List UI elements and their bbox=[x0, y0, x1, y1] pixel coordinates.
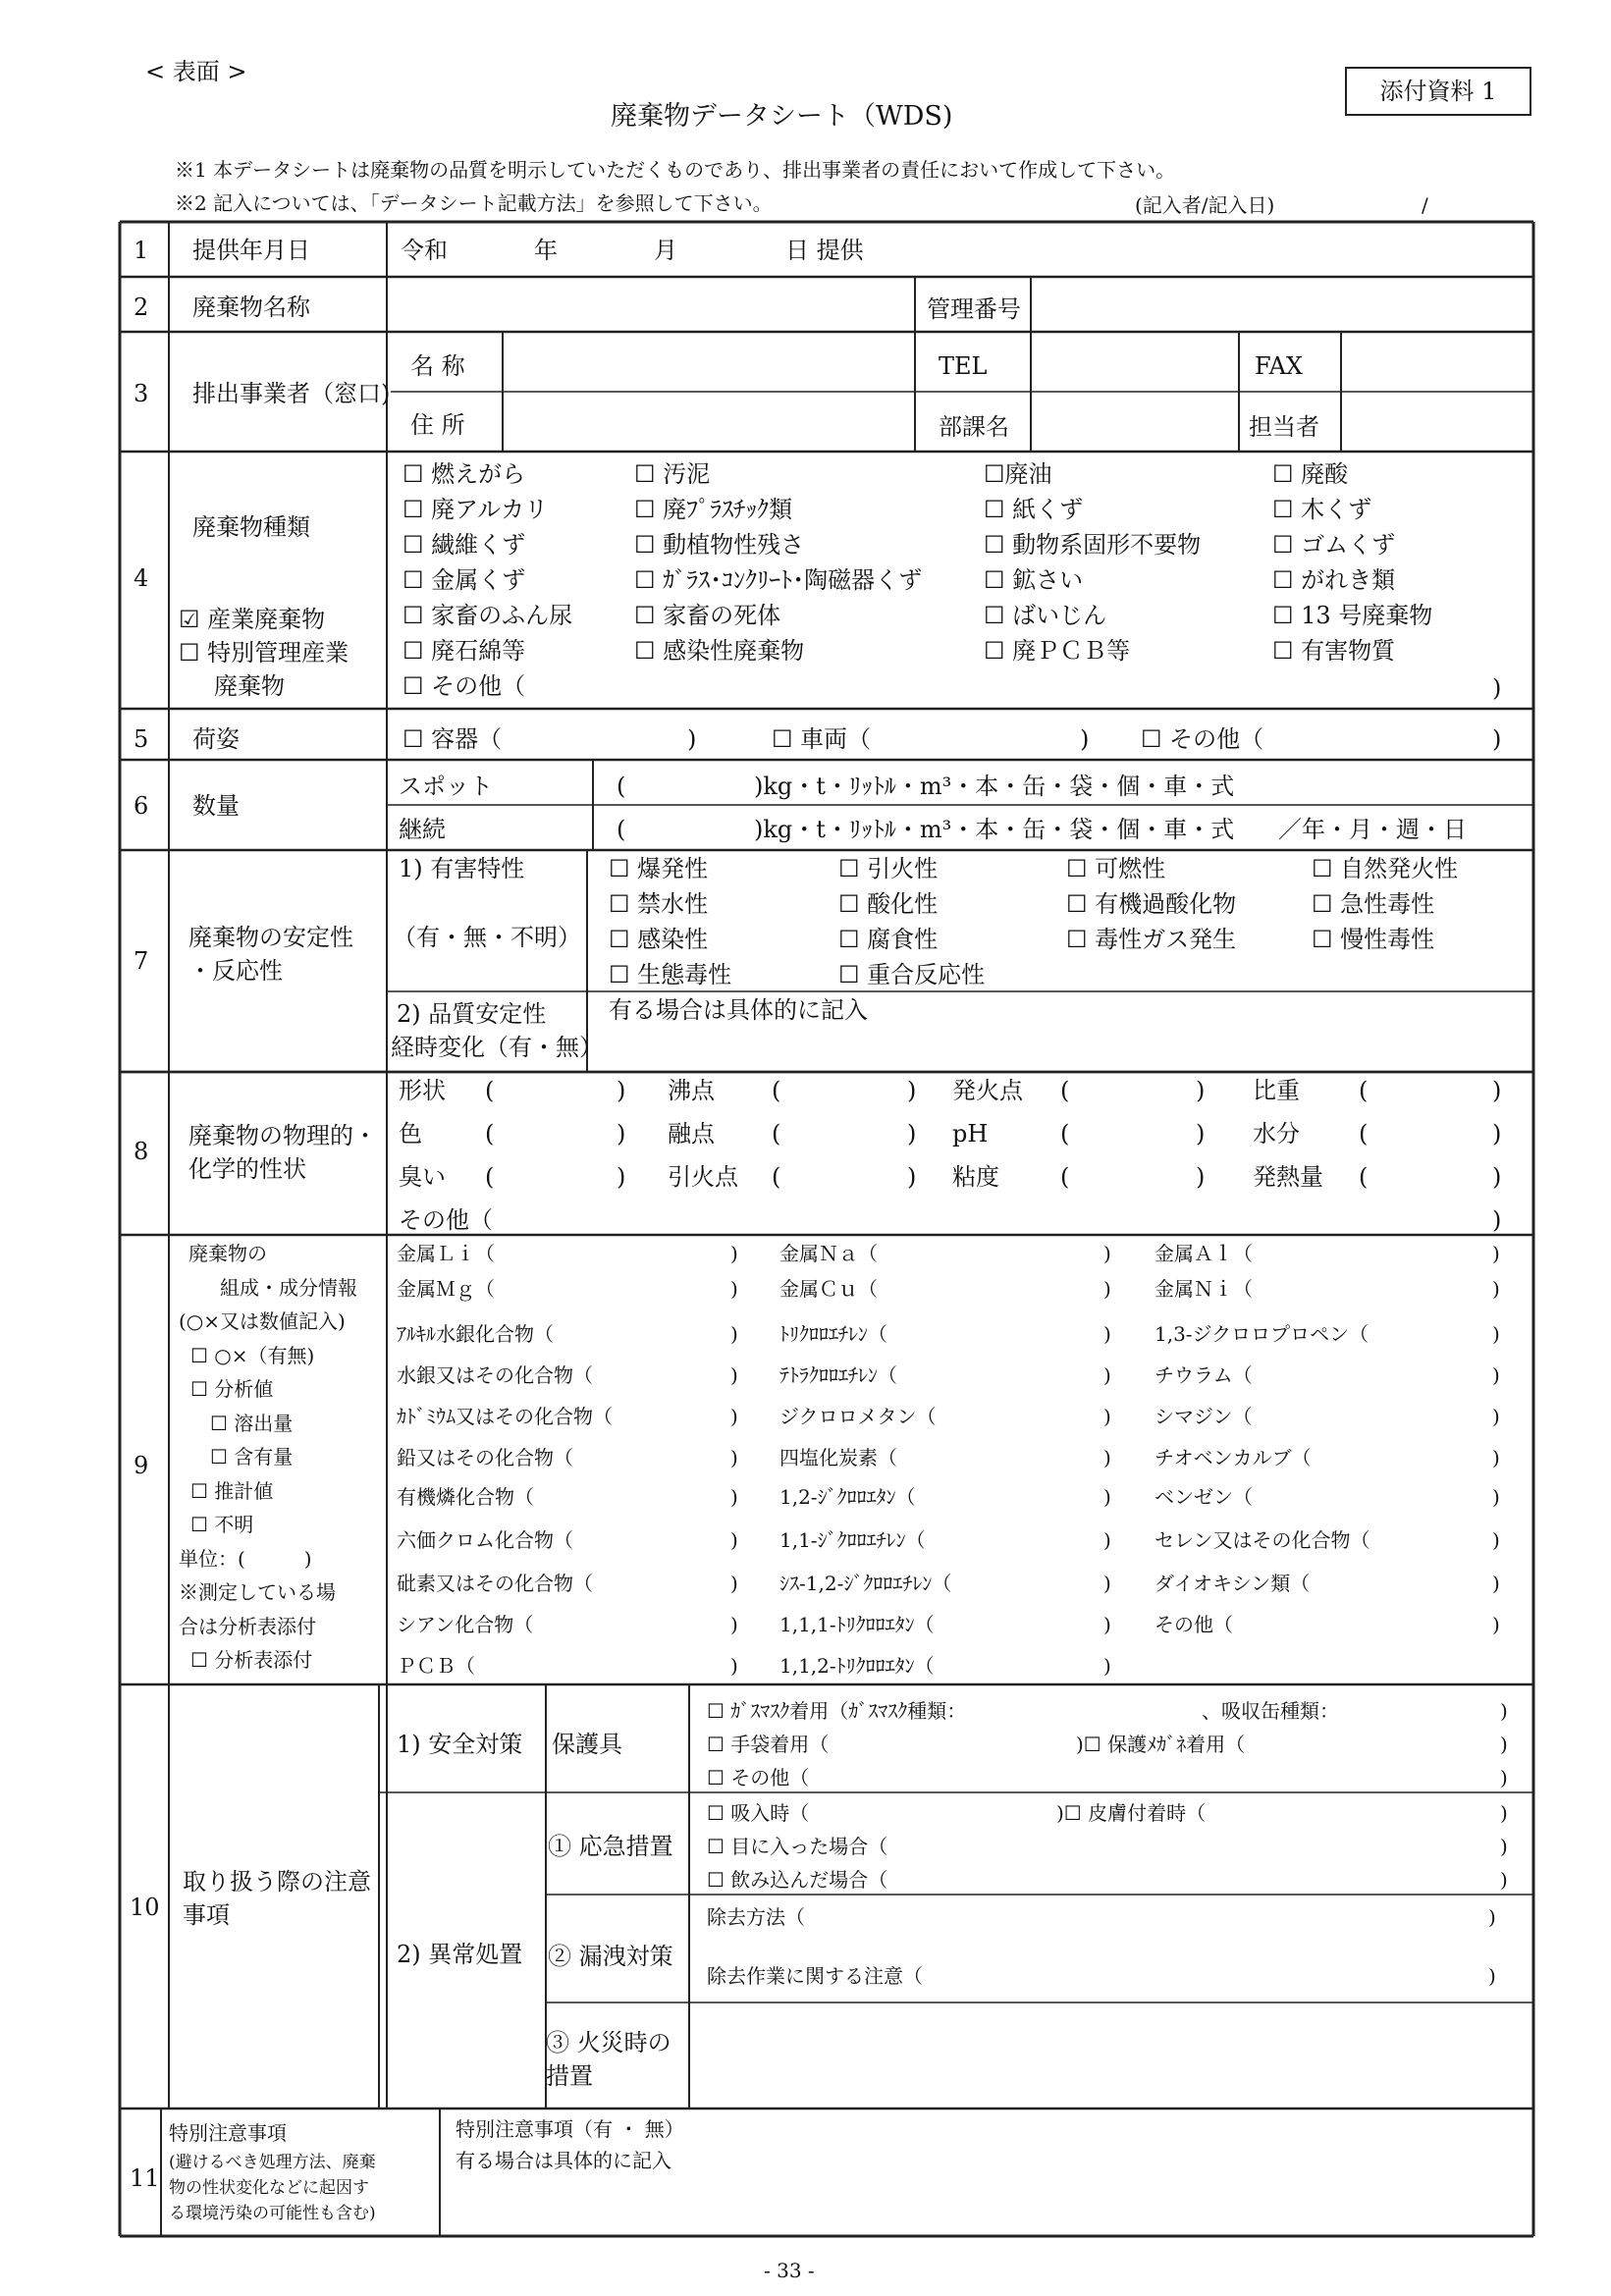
composition-item-close: ) bbox=[730, 1405, 738, 1428]
property-label: 水分 bbox=[1253, 1120, 1300, 1148]
waste-type-item[interactable]: ☐ 木くず bbox=[1272, 496, 1372, 523]
waste-type-item[interactable]: ☐ 廃石綿等 bbox=[403, 637, 526, 665]
composition-item[interactable]: ジクロロメタン（ bbox=[779, 1405, 937, 1428]
waste-type-item[interactable]: ☐ 廃ＰＣＢ等 bbox=[984, 637, 1131, 665]
property-close: ) bbox=[617, 1120, 626, 1148]
protect-other-check[interactable]: ☐ その他（ bbox=[707, 1766, 810, 1789]
person-label: 担当者 bbox=[1249, 413, 1319, 441]
composition-item[interactable]: ベンゼン（ bbox=[1155, 1485, 1253, 1509]
waste-type-item[interactable]: ☐ 紙くず bbox=[984, 496, 1084, 523]
property-label: pH bbox=[952, 1120, 989, 1148]
property-close: ) bbox=[907, 1163, 917, 1191]
composition-item-close: ) bbox=[1103, 1528, 1111, 1552]
fax-label: FAX bbox=[1255, 352, 1303, 380]
waste-type-item[interactable]: ☐ 動植物性残さ bbox=[634, 531, 805, 559]
physical-other-close: ) bbox=[1492, 1206, 1502, 1234]
composition-item[interactable]: セレン又はその化合物（ bbox=[1155, 1528, 1370, 1552]
removal-caution[interactable]: 除去作業に関する注意（ bbox=[707, 1964, 923, 1988]
row-number-11: 11 bbox=[130, 2164, 160, 2192]
composition-item[interactable]: ｱﾙｷﾙ水銀化合物（ bbox=[397, 1322, 554, 1346]
packaging-other-check[interactable]: ☐ その他（ bbox=[1141, 725, 1264, 753]
handling-label-1: 取り扱う際の注意 bbox=[183, 1868, 371, 1896]
special-caution-sub-3: る環境汚染の可能性も含む) bbox=[169, 2204, 376, 2223]
composition-item-close: ) bbox=[1492, 1363, 1500, 1387]
page-number: - 33 - bbox=[764, 2259, 815, 2282]
toxic-item[interactable]: ☐ 酸化性 bbox=[838, 890, 939, 918]
address-label: 住 所 bbox=[410, 411, 465, 439]
property-close: ) bbox=[1492, 1163, 1502, 1191]
special-caution-sub-1: (避けるべき処理方法、廃棄 bbox=[169, 2153, 376, 2172]
property-open[interactable]: ( bbox=[485, 1163, 495, 1191]
absorber-label: 、吸収缶種類： bbox=[1202, 1699, 1339, 1723]
waste-type-other[interactable]: ☐ その他（ bbox=[403, 672, 526, 700]
waste-type-item[interactable]: ☐ 廃ﾌﾟﾗｽﾁｯｸ類 bbox=[634, 496, 793, 523]
waste-type-item[interactable]: ☐ 感染性廃棄物 bbox=[634, 637, 805, 665]
property-label: 比重 bbox=[1253, 1077, 1300, 1104]
property-open[interactable]: ( bbox=[1359, 1163, 1369, 1191]
continuous-open: ( bbox=[617, 816, 626, 843]
toxic-item[interactable]: ☐ 引火性 bbox=[838, 855, 939, 882]
protective-label: 保護具 bbox=[552, 1731, 622, 1758]
goggle-check[interactable]: )☐ 保護ﾒｶﾞﾈ着用（ bbox=[1076, 1733, 1246, 1756]
spot-label: スポット bbox=[399, 773, 493, 800]
property-open[interactable]: ( bbox=[772, 1077, 781, 1104]
removal-method-close: ) bbox=[1488, 1905, 1496, 1929]
gas-mask-close: ) bbox=[1500, 1699, 1508, 1723]
composition-side-item: 組成・成分情報 bbox=[220, 1275, 357, 1300]
skin-close: ) bbox=[1500, 1801, 1508, 1825]
property-close: ) bbox=[1492, 1120, 1502, 1148]
property-label: 粘度 bbox=[952, 1163, 999, 1191]
row-number-2: 2 bbox=[134, 294, 149, 321]
row-number-7: 7 bbox=[134, 947, 149, 975]
property-open[interactable]: ( bbox=[1060, 1077, 1070, 1104]
document-title: 廃棄物データシート（WDS) bbox=[611, 101, 953, 132]
property-open[interactable]: ( bbox=[772, 1163, 781, 1191]
composition-item-close: ) bbox=[1492, 1277, 1500, 1301]
leak-label: ② 漏洩対策 bbox=[548, 1943, 673, 1970]
composition-item[interactable]: 砒素又はその化合物（ bbox=[397, 1572, 593, 1595]
spot-units[interactable]: )kg・t・ﾘｯﾄﾙ・m³・本・缶・袋・個・車・式 bbox=[754, 773, 1235, 800]
side-label: < 表面 > bbox=[145, 58, 247, 85]
composition-side-item: 廃棄物の bbox=[188, 1242, 267, 1265]
special-caution-note: 有る場合は具体的に記入 bbox=[456, 2149, 671, 2172]
quality-stability-label: 2) 品質安定性 bbox=[397, 1000, 547, 1028]
property-close: ) bbox=[1196, 1163, 1206, 1191]
glove-check[interactable]: ☐ 手袋着用（ bbox=[707, 1733, 830, 1756]
property-label: 沸点 bbox=[668, 1077, 715, 1104]
composition-item[interactable]: シアン化合物（ bbox=[397, 1613, 534, 1636]
composition-side-item: 単位：( ) bbox=[179, 1546, 312, 1571]
waste-type-label: 廃棄物種類 bbox=[192, 513, 310, 541]
abnormal-label: 2) 異常処置 bbox=[397, 1941, 523, 1968]
packaging-other-close: ) bbox=[1492, 725, 1502, 753]
physical-label-2: 化学的性状 bbox=[188, 1155, 306, 1183]
property-open[interactable]: ( bbox=[1060, 1120, 1070, 1148]
waste-type-item[interactable]: ☐ 廃酸 bbox=[1272, 460, 1349, 488]
row-number-10: 10 bbox=[130, 1894, 160, 1921]
fire-label-1: ③ 火災時の bbox=[546, 2029, 671, 2056]
toxic-item[interactable]: ☐ 可燃性 bbox=[1066, 855, 1166, 882]
property-label: 色 bbox=[399, 1120, 422, 1148]
swallow-close: ) bbox=[1500, 1868, 1508, 1892]
gas-mask-check[interactable]: ☐ ｶﾞｽﾏｽｸ着用（ｶﾞｽﾏｽｸ種類： bbox=[707, 1699, 967, 1723]
waste-type-item[interactable]: ☐ 鉱さい bbox=[984, 566, 1084, 594]
composition-item[interactable]: 金属Ｍｇ（ bbox=[397, 1277, 495, 1301]
waste-type-item[interactable]: ☐ ゴムくず bbox=[1272, 531, 1396, 559]
toxic-item[interactable]: ☐ 有機過酸化物 bbox=[1066, 890, 1237, 918]
vehicle-close: ) bbox=[1080, 725, 1090, 753]
composition-item[interactable]: 金属Ｎａ（ bbox=[779, 1242, 878, 1265]
property-close: ) bbox=[907, 1120, 917, 1148]
tel-label: TEL bbox=[939, 352, 988, 380]
provide-date-label: 提供年月日 bbox=[192, 237, 310, 264]
special-caution-label: 特別注意事項 bbox=[169, 2121, 287, 2145]
waste-type-item[interactable]: ☐ ばいじん bbox=[984, 602, 1107, 629]
composition-item[interactable]: 金属Ａｌ（ bbox=[1155, 1242, 1253, 1265]
skin-check[interactable]: )☐ 皮膚付着時（ bbox=[1056, 1801, 1207, 1825]
waste-type-item[interactable]: ☐ 家畜の死体 bbox=[634, 602, 781, 629]
eye-close: ) bbox=[1500, 1835, 1508, 1858]
fire-label-2: 措置 bbox=[546, 2062, 593, 2090]
waste-type-item[interactable]: ☐ がれき類 bbox=[1272, 566, 1396, 594]
composition-item-close: ) bbox=[1492, 1446, 1500, 1469]
waste-type-item[interactable]: ☐ 繊維くず bbox=[403, 531, 526, 559]
row-number-4: 4 bbox=[134, 564, 149, 592]
toxic-item[interactable]: ☐ 自然発火性 bbox=[1312, 855, 1459, 882]
waste-type-item[interactable]: ☐ 動物系固形不要物 bbox=[984, 531, 1202, 559]
property-open[interactable]: ( bbox=[485, 1077, 495, 1104]
special-caution-flag[interactable]: 特別注意事項（有 ・ 無） bbox=[456, 2117, 684, 2141]
composition-item-close: ) bbox=[1492, 1485, 1500, 1509]
physical-label-1: 廃棄物の物理的・ bbox=[188, 1122, 377, 1149]
composition-item[interactable]: ﾄﾘｸﾛﾛｴﾁﾚﾝ（ bbox=[779, 1322, 887, 1346]
composition-item-close: ) bbox=[1103, 1446, 1111, 1469]
composition-item[interactable]: シマジン（ bbox=[1155, 1405, 1253, 1428]
composition-item-close: ) bbox=[730, 1277, 738, 1301]
row-number-5: 5 bbox=[134, 725, 149, 753]
property-close: ) bbox=[617, 1077, 626, 1104]
composition-item[interactable]: 六価クロム化合物（ bbox=[397, 1528, 573, 1552]
discharger-label: 排出事業者（窓口) bbox=[192, 380, 391, 407]
composition-item-close: ) bbox=[1103, 1485, 1111, 1509]
physical-other[interactable]: その他（ bbox=[399, 1206, 493, 1234]
waste-type-item[interactable]: ☐ 金属くず bbox=[403, 566, 526, 594]
composition-item-close: ) bbox=[1103, 1572, 1111, 1595]
composition-item-close: ) bbox=[1103, 1322, 1111, 1346]
composition-item-close: ) bbox=[730, 1485, 738, 1509]
recorder-slash: / bbox=[1422, 193, 1428, 217]
waste-type-item[interactable]: ☐ 汚泥 bbox=[634, 460, 711, 488]
property-open[interactable]: ( bbox=[772, 1120, 781, 1148]
composition-item-close: ) bbox=[730, 1654, 738, 1678]
property-close: ) bbox=[1196, 1077, 1206, 1104]
composition-item-close: ) bbox=[1103, 1363, 1111, 1387]
composition-item-close: ) bbox=[730, 1446, 738, 1469]
composition-side-item[interactable]: ☐ 溶出量 bbox=[210, 1411, 294, 1435]
toxic-item[interactable]: ☐ 腐食性 bbox=[838, 926, 939, 953]
composition-item[interactable]: その他（ bbox=[1155, 1613, 1233, 1636]
waste-type-item[interactable]: ☐ ｶﾞﾗｽ･ｺﾝｸﾘｰﾄ･陶磁器くず bbox=[634, 566, 923, 594]
row-number-9: 9 bbox=[134, 1452, 149, 1479]
composition-side-item[interactable]: ☐ 含有量 bbox=[210, 1445, 294, 1468]
note-2: ※2 記入については、「データシート記載方法」を参照して下さい。 bbox=[175, 191, 773, 215]
note-1: ※1 本データシートは廃棄物の品質を明示していただくものであり、排出事業者の責任において作成して下さい。 bbox=[175, 158, 1176, 182]
emergency-label: ① 応急措置 bbox=[548, 1833, 673, 1860]
composition-item-close: ) bbox=[730, 1363, 738, 1387]
composition-side-item: (○×又は数値記入) bbox=[179, 1309, 346, 1333]
stability-label-1: 廃棄物の安定性 bbox=[188, 924, 353, 951]
composition-item-close: ) bbox=[730, 1613, 738, 1636]
waste-type-item[interactable]: ☐ 燃えがら bbox=[403, 460, 526, 488]
department-label: 部課名 bbox=[939, 413, 1009, 441]
composition-item-close: ) bbox=[1103, 1405, 1111, 1428]
composition-item[interactable]: 金属Ｎｉ（ bbox=[1155, 1277, 1253, 1301]
composition-item-close: ) bbox=[1492, 1242, 1500, 1265]
row-number-6: 6 bbox=[134, 792, 149, 820]
composition-item[interactable]: 金属Ｃｕ（ bbox=[779, 1277, 878, 1301]
recorder-label: (記入者/記入日) bbox=[1135, 193, 1275, 217]
vehicle-check[interactable]: ☐ 車両（ bbox=[772, 725, 872, 753]
toxic-item[interactable]: ☐ 毒性ガス発生 bbox=[1066, 926, 1237, 953]
special-waste-label: 廃棄物 bbox=[214, 672, 285, 700]
toxic-item[interactable]: ☐ 慢性毒性 bbox=[1312, 926, 1435, 953]
property-open[interactable]: ( bbox=[1359, 1077, 1369, 1104]
special-industrial-waste-check[interactable]: ☐ 特別管理産業 bbox=[179, 639, 349, 667]
toxic-item[interactable]: ☐ 感染性 bbox=[609, 926, 709, 953]
composition-item[interactable]: 1,1-ｼﾞｸﾛﾛｴﾁﾚﾝ（ bbox=[779, 1528, 926, 1552]
packaging-label: 荷姿 bbox=[192, 725, 240, 753]
waste-type-item[interactable]: ☐ 13 号廃棄物 bbox=[1272, 602, 1433, 629]
waste-type-item[interactable]: ☐ 家畜のふん尿 bbox=[403, 602, 573, 629]
waste-name-label: 廃棄物名称 bbox=[192, 294, 310, 321]
safety-label: 1) 安全対策 bbox=[397, 1731, 523, 1758]
property-close: ) bbox=[617, 1163, 626, 1191]
composition-item-close: ) bbox=[1103, 1654, 1111, 1678]
attachment-label: 添付資料 1 bbox=[1345, 67, 1531, 116]
handling-label-2: 事項 bbox=[183, 1901, 230, 1929]
composition-item[interactable]: 1,1,1-ﾄﾘｸﾛﾛｴﾀﾝ（ bbox=[779, 1613, 935, 1636]
composition-item[interactable]: 1,1,2-ﾄﾘｸﾛﾛｴﾀﾝ（ bbox=[779, 1654, 935, 1678]
industrial-waste-check[interactable]: ☑ 産業廃棄物 bbox=[179, 606, 326, 633]
waste-type-item[interactable]: ☐ 廃アルカリ bbox=[403, 496, 549, 523]
composition-item-close: ) bbox=[1103, 1613, 1111, 1636]
toxic-yes-no[interactable]: （有・無・不明） bbox=[393, 924, 581, 951]
row-number-3: 3 bbox=[134, 380, 149, 407]
composition-side-item: 合は分析表添付 bbox=[179, 1614, 316, 1638]
toxic-item[interactable]: ☐ 重合反応性 bbox=[838, 961, 986, 988]
composition-item-close: ) bbox=[730, 1242, 738, 1265]
month-label: 月 bbox=[654, 237, 677, 264]
continuous-period[interactable]: ／年・月・週・日 bbox=[1278, 816, 1467, 843]
property-label: 発火点 bbox=[952, 1077, 1023, 1104]
composition-item[interactable]: 鉛又はその化合物（ bbox=[397, 1446, 573, 1469]
row-number-1: 1 bbox=[134, 237, 149, 264]
property-label: 形状 bbox=[399, 1077, 446, 1104]
composition-item[interactable]: チオベンカルブ（ bbox=[1155, 1446, 1312, 1469]
spot-open: ( bbox=[617, 773, 626, 800]
company-name-label: 名 称 bbox=[410, 352, 465, 380]
composition-item-close: ) bbox=[1103, 1277, 1111, 1301]
property-label: 発熱量 bbox=[1253, 1163, 1323, 1191]
composition-item-close: ) bbox=[1492, 1405, 1500, 1428]
composition-item[interactable]: 1,2-ｼﾞｸﾛﾛｴﾀﾝ（ bbox=[779, 1485, 916, 1509]
toxic-item[interactable]: ☐ 急性毒性 bbox=[1312, 890, 1435, 918]
row-number-8: 8 bbox=[134, 1138, 149, 1165]
composition-item[interactable]: 水銀又はその化合物（ bbox=[397, 1363, 593, 1387]
property-label: 臭い bbox=[399, 1163, 446, 1191]
inhale-check[interactable]: ☐ 吸入時（ bbox=[707, 1801, 810, 1825]
composition-side-item[interactable]: ☐ 分析値 bbox=[190, 1377, 274, 1401]
toxic-item[interactable]: ☐ 爆発性 bbox=[609, 855, 709, 882]
composition-item[interactable]: 1,3-ジクロロプロペン（ bbox=[1155, 1322, 1369, 1346]
composition-item[interactable]: 有機燐化合物（ bbox=[397, 1485, 534, 1509]
container-check[interactable]: ☐ 容器（ bbox=[403, 725, 503, 753]
property-close: ) bbox=[1492, 1077, 1502, 1104]
continuous-units[interactable]: )kg・t・ﾘｯﾄﾙ・m³・本・缶・袋・個・車・式 bbox=[754, 816, 1235, 843]
toxic-item[interactable]: ☐ 禁水性 bbox=[609, 890, 709, 918]
composition-item-close: ) bbox=[730, 1528, 738, 1552]
quantity-label: 数量 bbox=[192, 792, 240, 820]
special-caution-sub-2: 物の性状変化などに起因す bbox=[169, 2178, 369, 2198]
composition-item[interactable]: ﾃﾄﾗｸﾛﾛｴﾁﾚﾝ（ bbox=[779, 1363, 897, 1387]
property-close: ) bbox=[907, 1077, 917, 1104]
composition-item[interactable]: ＰＣＢ（ bbox=[397, 1654, 475, 1678]
reiwa-label: 令和 bbox=[401, 237, 448, 264]
composition-item-close: ) bbox=[1492, 1528, 1500, 1552]
management-number-label: 管理番号 bbox=[927, 295, 1021, 323]
composition-item[interactable]: 金属Ｌｉ（ bbox=[397, 1242, 495, 1265]
property-open[interactable]: ( bbox=[1060, 1163, 1070, 1191]
property-label: 融点 bbox=[668, 1120, 715, 1148]
goggle-close: ) bbox=[1500, 1733, 1508, 1756]
composition-side-item[interactable]: ☐ ○×（有無) bbox=[190, 1343, 315, 1367]
swallow-check[interactable]: ☐ 飲み込んだ場合（ bbox=[707, 1868, 888, 1892]
removal-caution-close: ) bbox=[1488, 1964, 1496, 1988]
container-close: ) bbox=[687, 725, 697, 753]
day-provide-label: 日 提供 bbox=[785, 237, 864, 264]
property-label: 引火点 bbox=[668, 1163, 738, 1191]
aging-change-label[interactable]: 経時変化（有・無） bbox=[391, 1034, 603, 1061]
composition-item[interactable]: ｶﾄﾞﾐｳﾑ又はその化合物（ bbox=[397, 1405, 613, 1428]
property-close: ) bbox=[1196, 1120, 1206, 1148]
property-open[interactable]: ( bbox=[485, 1120, 495, 1148]
composition-side-item[interactable]: ☐ 不明 bbox=[190, 1513, 254, 1536]
composition-item-close: ) bbox=[1492, 1613, 1500, 1636]
waste-type-other-close: ) bbox=[1492, 674, 1502, 702]
composition-item-close: ) bbox=[730, 1322, 738, 1346]
stability-label-2: ・反応性 bbox=[188, 957, 283, 985]
composition-item-close: ) bbox=[1103, 1242, 1111, 1265]
composition-side-item: ※測定している場 bbox=[179, 1580, 336, 1604]
eye-check[interactable]: ☐ 目に入った場合（ bbox=[707, 1835, 888, 1858]
composition-item-close: ) bbox=[1492, 1572, 1500, 1595]
composition-item[interactable]: ダイオキシン類（ bbox=[1155, 1572, 1311, 1595]
toxic-label: 1) 有害特性 bbox=[399, 855, 525, 882]
composition-item-close: ) bbox=[730, 1572, 738, 1595]
waste-type-item[interactable]: ☐ 有害物質 bbox=[1272, 637, 1396, 665]
year-label: 年 bbox=[534, 237, 558, 264]
protect-other-close: ) bbox=[1500, 1766, 1508, 1789]
removal-method[interactable]: 除去方法（ bbox=[707, 1905, 805, 1929]
composition-side-item[interactable]: ☐ 推計値 bbox=[190, 1478, 274, 1503]
continuous-label: 継続 bbox=[399, 816, 446, 843]
composition-side-item[interactable]: ☐ 分析表添付 bbox=[190, 1648, 313, 1672]
toxic-item[interactable]: ☐ 生態毒性 bbox=[609, 961, 732, 988]
composition-item[interactable]: ｼｽ-1,2-ｼﾞｸﾛﾛｴﾁﾚﾝ（ bbox=[779, 1572, 952, 1595]
composition-item[interactable]: チウラム（ bbox=[1155, 1363, 1253, 1387]
waste-type-item[interactable]: ☐廃油 bbox=[984, 460, 1052, 488]
property-open[interactable]: ( bbox=[1359, 1120, 1369, 1148]
composition-item[interactable]: 四塩化炭素（ bbox=[779, 1446, 897, 1469]
quality-note: 有る場合は具体的に記入 bbox=[609, 996, 868, 1024]
composition-item-close: ) bbox=[1492, 1322, 1500, 1346]
